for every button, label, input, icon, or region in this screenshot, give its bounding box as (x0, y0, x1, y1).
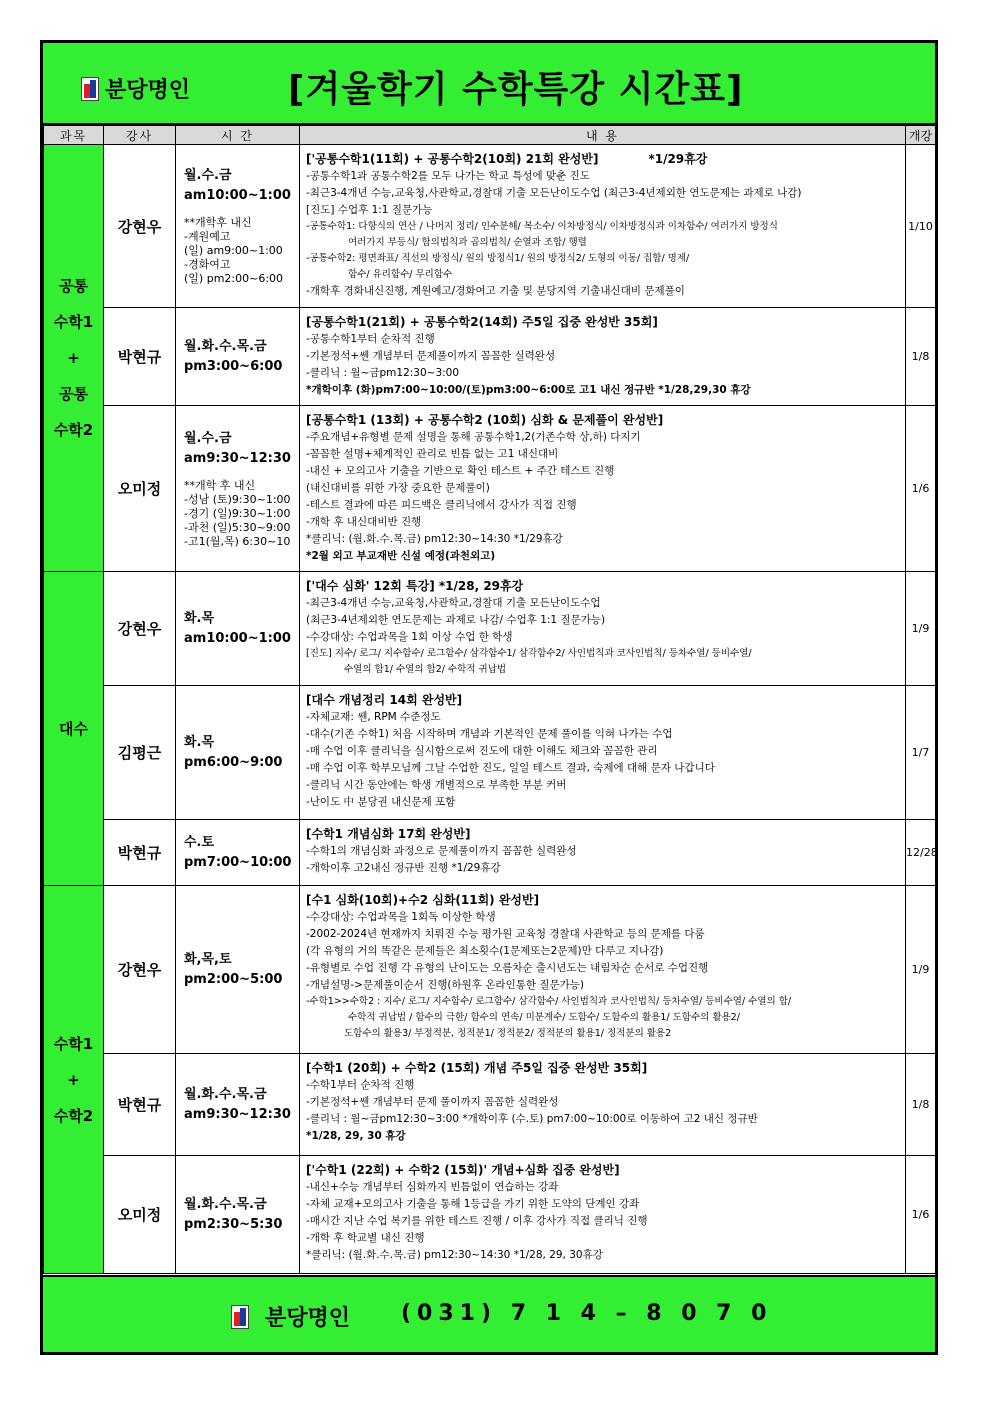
col-start: 개강 (906, 126, 936, 145)
class-content: ['공통수학1(11회) + 공통수학2(10회) 21회 완성반] *1/29휴강 -공통수학1과 공통수학2를 모두 나가는 학교 특성에 맞춘 진도 -최근3-4개년 수능,교육청,사관학교,경찰대 기출 모든난이도수업 (최근3-4년제외한 연도문제는 과제로 나감) [진도] 수업후 1:1 질문가능 -공통수학1: 다항식의 연산 / 나머지 정리/ 인수분해/ 복소수/ 이차방정식/ 이차방정식과 이차함수/ 여러가지 방정식 여러가지 부등식/ 합의법칙과 곱의법칙/ 순열과 조합/ 행렬 -공통수학2: 평면좌표/ 직선의 방정식/ 원의 방정식1/ 원의 방정식2/ 도형의 이동/ 집합/ 명제/ 함수/ 유리함수/ 무리함수 -개학후 경화내신진행, 계원예고/경화여고 기출 및 분당지역 기출내신대비 문제풀이 (300, 145, 906, 308)
table-row (44, 820, 936, 886)
class-time: 월.화.수.목.금 pm3:00~6:00 (176, 308, 300, 406)
footer-logo (231, 1301, 350, 1332)
page-title: [겨울학기 수학특강 시간표] (288, 69, 744, 110)
start-date: 1/9 (906, 886, 936, 1054)
logo-icon (81, 77, 99, 101)
brand-logo (81, 73, 190, 104)
teacher-name: 박현규 (104, 308, 176, 406)
start-date: 1/8 (906, 1054, 936, 1156)
class-content: ['수학1 (22회) + 수학2 (15회)' 개념+심화 집중 완성반] -내신+수능 개념부터 심화까지 빈틈없이 연습하는 강좌 -자체 교재+모의고사 기출을 통해 1등급을 가기 위한 도약의 단계인 강좌 -매시간 지난 수업 복기를 위한 테스트 진행 / 이후 강사가 직접 클리닉 진행 -개학 후 학교별 내신 진행 *클리닉: (월.화.수.목.금) pm12:30~14:30 *1/28, 29, 30휴강 (300, 1156, 906, 1274)
col-time: 시 간 (176, 126, 300, 145)
teacher-name: 오미정 (104, 1156, 176, 1274)
class-content: [수학1 (20회) + 수학2 (15회) 개념 주5일 집중 완성반 35회] -수학1부터 순차적 진행 -기본정석+쎈 개념부터 문제 풀이까지 꼼꼼한 실력완성 -클리닉 : 월~금pm12:30~3:00 *개학이후 (수.토) pm7:00~10:00로 이동하여 고2 내신 정규반 *1/28, 29, 30 휴강 (300, 1054, 906, 1156)
teacher-name: 강현우 (104, 572, 176, 686)
timetable (43, 125, 936, 1274)
col-content: 내 용 (300, 126, 906, 145)
class-content: [대수 개념정리 14회 완성반] -자체교재: 쎈, RPM 수준정도 -대수(기존 수학1) 처음 시작하며 개념과 기본적인 문제 풀이를 익혀 나가는 수업 -매 수업 이후 클리닉을 실시함으로써 진도에 대한 이해도 체크와 꼼꼼한 관리 -매 수업 이후 학부모님께 그날 수업한 진도, 일일 테스트 결과, 숙제에 대해 문자 나갑니다 -클리닉 시간 동안에는 학생 개별적으로 부족한 부분 커버 -난이도 中 분당권 내신문제 포함 (300, 686, 906, 820)
class-content: [공통수학1 (13회) + 공통수학2 (10회) 심화 & 문제풀이 완성반] -주요개념+유형별 문제 설명을 통해 공통수학1,2(기존수학 상,하) 다지기 -꼼꼼한 설명+체계적인 관리로 빈틈 없는 고1 내신대비 -내신 + 모의고사 기출을 기반으로 확인 테스트 + 주간 테스트 진행 (내신대비를 위한 가장 중요한 문제풀이) -테스트 결과에 따른 피드백은 클리닉에서 강사가 직접 진행 -개학 후 내신대비반 진행 *클리닉: (월.화.수.목.금) pm12:30~14:30 *1/29휴강 *2월 외고 부교재반 신설 예정(과천외고) (300, 406, 906, 572)
class-time: 화.목 pm6:00~9:00 (176, 686, 300, 820)
start-date: 1/7 (906, 686, 936, 820)
class-time: 월.화.수.목.금 pm2:30~5:30 (176, 1156, 300, 1274)
table-row (44, 572, 936, 686)
teacher-name: 강현우 (104, 145, 176, 308)
class-content: [수학1 개념심화 17회 완성반] -수학1의 개념심화 과정으로 문제풀이까지 꼼꼼한 실력완성 -개학이후 고2내신 정규반 진행 *1/29휴강 (300, 820, 906, 886)
teacher-name: 박현규 (104, 1054, 176, 1156)
subject-math12: 수학1 + 수학2 (44, 886, 104, 1274)
subject-common: 공통 수학1 + 공통 수학2 (44, 145, 104, 572)
table-row (44, 886, 936, 1054)
teacher-name: 강현우 (104, 886, 176, 1054)
table-row (44, 1156, 936, 1274)
start-date: 1/10 (906, 145, 936, 308)
start-date: 1/9 (906, 572, 936, 686)
table-row (44, 1054, 936, 1156)
class-time: 월.수.금 am10:00~1:00 **개학후 내신 -계원예고 (일) am9:00~1:00 -경화여고 (일) pm2:00~6:00 (176, 145, 300, 308)
table-row (44, 686, 936, 820)
subject-algebra: 대수 (44, 572, 104, 886)
class-content: ['대수 심화' 12회 특강] *1/28, 29휴강 -최근3-4개년 수능,교육청,사관학교,경찰대 기출 모든난이도수업 (최근3-4년제외한 연도문제는 과제로 나감/ 수업후 1:1 질문가능) -수강대상: 수업과목을 1회 이상 수업 한 학생 [진도] 지수/ 로그/ 지수함수/ 로그함수/ 삼각함수1/ 삼각함수2/ 사인법칙과 코사인법칙/ 등차수열/ 등비수열/ 수열의 합1/ 수열의 합2/ 수학적 귀납법 (300, 572, 906, 686)
start-date: 1/6 (906, 406, 936, 572)
class-content: [수1 심화(10회)+수2 심화(11회) 완성반] -수강대상: 수업과목을 1회독 이상한 학생 -2002-2024년 현재까지 치뤄진 수능 평가원 교육청 경찰대 사관학교 등의 문제를 다룸 (각 유형의 거의 똑같은 문제들은 최소횟수(1문제또는2문제)만 다루고 지나감) -유형별로 수업 진행 각 유형의 난이도는 오름차순 출시년도는 내림차순 순서로 수업진행 -개념설명->문제풀이순서 진행(하원후 온라인통한 질문가능) -수학1>>수학2 : 지수/ 로그/ 지수함수/ 로그함수/ 삼각함수/ 사인법칙과 코사인법칙/ 등차수열/ 등비수열/ 수열의 합/ 수학적 귀납법 / 함수의 극한/ 함수의 연속/ 미분계수/ 도함수/ 도함수의 활용1/ 도함수의 활용2/ 도함수의 활용3/ 부정적분, 정적분1/ 정적분2/ 정적분의 활용1/ 정적분의 활용2 (300, 886, 906, 1054)
col-subject: 과목 (44, 126, 104, 145)
class-content: [공통수학1(21회) + 공통수학2(14회) 주5일 집중 완성반 35회] -공통수학1부터 순차적 진행 -기본정석+쎈 개념부터 문제풀이까지 꼼꼼한 실력완성 -클리닉 : 월~금pm12:30~3:00 *개학이후 (화)pm7:00~10:00/(토)pm3:00~6:00로 고1 내신 정규반 *1/28,29,30 휴강 (300, 308, 906, 406)
class-time: 월.화.수.목.금 am9:30~12:30 (176, 1054, 300, 1156)
teacher-name: 김평근 (104, 686, 176, 820)
teacher-name: 박현규 (104, 820, 176, 886)
page-header (43, 43, 935, 125)
start-date: 12/28 (906, 820, 936, 886)
phone-number[interactable]: (031) 7 1 4 – 8 0 7 0 (401, 1301, 773, 1326)
class-time: 수.토 pm7:00~10:00 (176, 820, 300, 886)
start-date: 1/8 (906, 308, 936, 406)
table-row (44, 308, 936, 406)
start-date: 1/6 (906, 1156, 936, 1274)
class-time: 화.목 am10:00~1:00 (176, 572, 300, 686)
logo-icon (231, 1305, 249, 1329)
table-header-row (44, 126, 936, 145)
col-teacher: 강사 (104, 126, 176, 145)
footer-brand-name: 분당명인 (265, 1306, 351, 1331)
table-row (44, 145, 936, 308)
brand-name: 분당명인 (105, 78, 191, 103)
page-footer (43, 1275, 935, 1352)
timetable-page (40, 40, 938, 1355)
class-time: 월.수.금 am9:30~12:30 **개학 후 내신 -성남 (토)9:30~1:00 -경기 (일)9:30~1:00 -과천 (일)5:30~9:00 -고1(월,목) 6:30~10 (176, 406, 300, 572)
teacher-name: 오미정 (104, 406, 176, 572)
class-time: 화,목,토 pm2:00~5:00 (176, 886, 300, 1054)
table-row (44, 406, 936, 572)
